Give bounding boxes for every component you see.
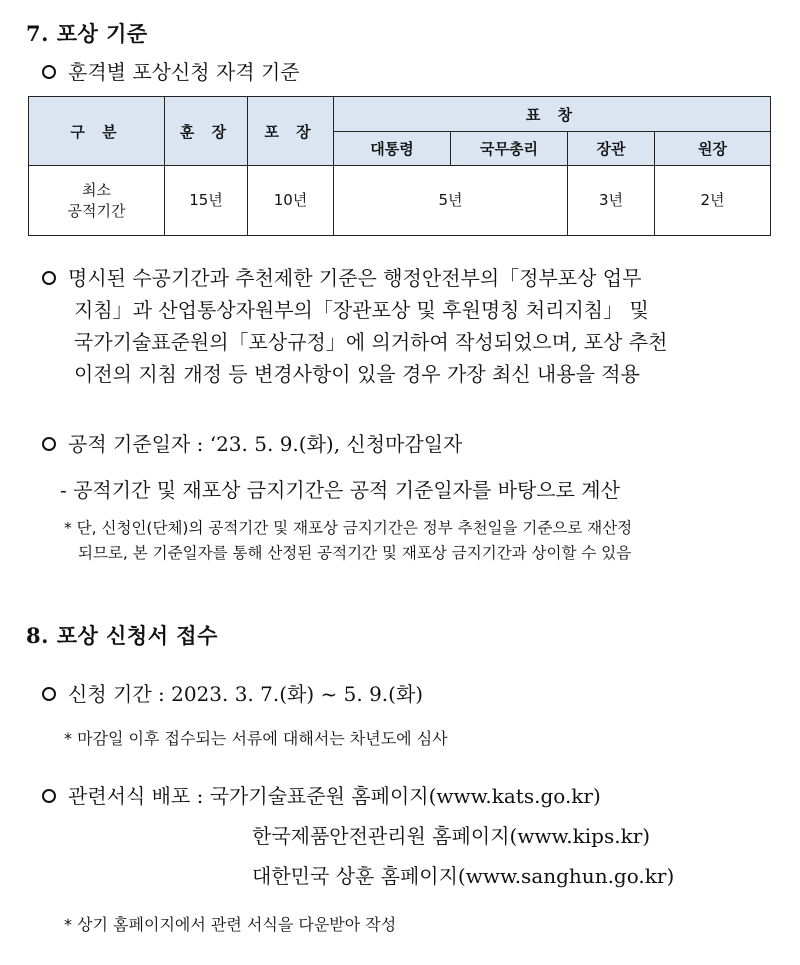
forms-note: * 상기 홈페이지에서 관련 서식을 다운받아 작성 — [64, 915, 397, 934]
forms-line-2: 한국제품안전관리원 홈페이지(www.kips.kr) — [252, 824, 651, 848]
cell-minister: 3년 — [568, 166, 655, 236]
circle-bullet-icon — [42, 687, 56, 701]
row-label — [29, 166, 165, 236]
forms-line-3: 대한민국 상훈 홈페이지(www.sanghun.go.kr) — [252, 864, 675, 888]
cell-pojang: 10년 — [248, 166, 334, 236]
circle-bullet-icon — [42, 437, 56, 451]
cell-president-pm: 5년 — [334, 166, 568, 236]
table-row — [29, 166, 771, 236]
date-bullet — [42, 428, 462, 457]
subheader-minister: 장관 — [568, 132, 655, 166]
row-label-line1: 최소 — [82, 180, 111, 199]
row-label-line2: 공적기간 — [67, 201, 126, 220]
circle-bullet-icon — [42, 271, 56, 285]
date-bullet-text: 공적 기준일자 : ‘23. 5. 9.(화), 신청마감일자 — [68, 432, 463, 456]
subheader-director: 원장 — [655, 132, 771, 166]
header-pojang: 포 장 — [248, 97, 334, 166]
note-line-1: * 단, 신청인(단체)의 공적기간 및 재포상 금지기간은 정부 추천일을 기준으로 재산정 — [64, 519, 633, 537]
section-7-title: 7. 포상 기준 — [26, 21, 148, 46]
period-note: * 마감일 이후 접수되는 서류에 대해서는 차년도에 심사 — [64, 729, 448, 748]
para-line-1: 명시된 수공기간과 추천제한 기준은 행정안전부의「정부포상 업무 — [68, 266, 642, 290]
para-line-2: 지침」과 산업통상자원부의「장관포상 및 후원명칭 처리지침」 및 — [74, 298, 649, 322]
para-line-3: 국가기술표준원의「포상규정」에 의거하여 작성되었으며, 포상 추천 — [74, 330, 668, 354]
note-line-2: 되므로, 본 기준일자를 통해 산정된 공적기간 및 재포상 금지기간과 상이할 수 있음 — [78, 544, 632, 562]
criteria-bullet-text: 훈격별 포상신청 자격 기준 — [68, 60, 300, 84]
header-hunjang: 훈 장 — [165, 97, 248, 166]
para-line-4: 이전의 지침 개정 등 변경사항이 있을 경우 가장 최신 내용을 적용 — [74, 362, 640, 386]
forms-bullet-text: 관련서식 배포 : 국가기술표준원 홈페이지(www.kats.go.kr) — [68, 784, 601, 808]
criteria-bullet — [42, 56, 300, 85]
period-bullet — [42, 678, 423, 707]
forms-bullet — [42, 780, 601, 809]
calculation-line: - 공적기간 및 재포상 금지기간은 공적 기준일자를 바탕으로 계산 — [60, 478, 620, 502]
header-pyochang: 표 창 — [334, 97, 771, 132]
section-8-title: 8. 포상 신청서 접수 — [26, 623, 218, 648]
circle-bullet-icon — [42, 789, 56, 803]
header-gubun: 구 분 — [29, 97, 165, 166]
cell-hunjang: 15년 — [165, 166, 248, 236]
standards-paragraph — [42, 262, 667, 390]
cell-director: 2년 — [655, 166, 771, 236]
subheader-prime-minister: 국무총리 — [451, 132, 568, 166]
subheader-president: 대통령 — [334, 132, 451, 166]
circle-bullet-icon — [42, 65, 56, 79]
period-bullet-text: 신청 기간 : 2023. 3. 7.(화) ~ 5. 9.(화) — [68, 682, 424, 706]
award-criteria-table — [28, 96, 771, 236]
